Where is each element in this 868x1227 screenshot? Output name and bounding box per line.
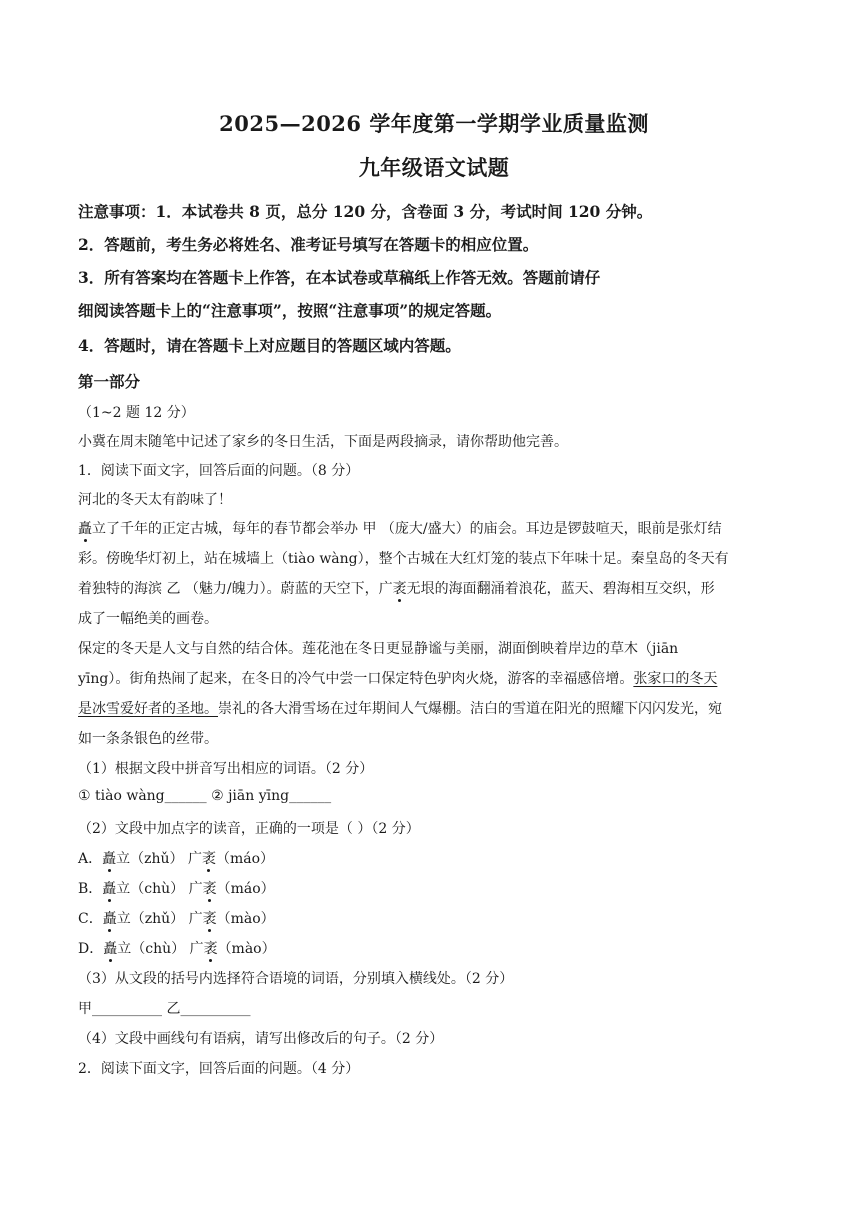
section-title: 第一部分 bbox=[78, 372, 141, 391]
dotted-char: 袤 bbox=[392, 581, 407, 597]
underlined-sentence: 张家口的冬天 bbox=[633, 671, 718, 687]
passage-1-line-4: 成了一幅绝美的画卷。 bbox=[78, 611, 218, 627]
passage-1-line-1: 矗立了千年的正定古城，每年的春节都会举办 甲 （庞大/盛大）的庙会。耳边是锣鼓喧天，眼前是张灯结 bbox=[78, 521, 722, 537]
notice-line-1: 注意事项：1．本试卷共 8 页，总分 120 分，含卷面 3 分，考试时间 120 分钟。 bbox=[78, 202, 653, 221]
sub-question-4: （4）文段中画线句有语病，请写出修改后的句子。（2 分） bbox=[78, 1031, 444, 1047]
passage-1-line-2: 彩。傍晚华灯初上，站在城墙上（tiào wàng），整个古城在大红灯笼的装点下年味十足。秦皇岛的冬天有 bbox=[78, 551, 729, 567]
notice-line-4: 细阅读答题卡上的“注意事项”，按照“注意事项”的规定答题。 bbox=[78, 301, 502, 320]
option-b: B．矗立（chù） 广袤（máo） bbox=[78, 881, 275, 897]
sub-question-3-blanks: 甲__________ 乙__________ bbox=[78, 1001, 251, 1017]
passage-2-line-2: yīng）。街角热闹了起来，在冬日的冷气中尝一口保定特色驴肉火烧，游客的幸福感倍增。张家口的冬天 bbox=[78, 671, 718, 687]
dotted-char: 矗 bbox=[78, 521, 92, 537]
exam-title: 2025—2026 学年度第一学期学业质量监测 bbox=[219, 111, 649, 136]
passage-2-line-4: 如一条条银色的丝带。 bbox=[78, 731, 218, 747]
notice-line-5: 4．答题时，请在答题卡上对应题目的答题区域内答题。 bbox=[78, 336, 461, 355]
notice-line-3: 3．所有答案均在答题卡上作答，在本试卷或草稿纸上作答无效。答题前请仔 bbox=[78, 268, 601, 287]
exam-subtitle: 九年级语文试题 bbox=[358, 155, 510, 180]
underlined-sentence: 是冰雪爱好者的圣地。 bbox=[78, 701, 218, 717]
intro-text: 小冀在周末随笔中记述了家乡的冬日生活，下面是两段摘录，请你帮助他完善。 bbox=[78, 434, 568, 450]
sub-question-1: （1）根据文段中拼音写出相应的词语。（2 分） bbox=[78, 761, 374, 777]
option-a: A．矗立（zhǔ） 广袤（máo） bbox=[78, 851, 275, 867]
question-2-stem: 2．阅读下面文字，回答后面的问题。（4 分） bbox=[78, 1061, 360, 1077]
question-1-stem: 1．阅读下面文字，回答后面的问题。（8 分） bbox=[78, 463, 360, 479]
sub-question-1-blanks: ① tiào wàng______ ② jiān yīng______ bbox=[78, 788, 332, 804]
passage-2-line-3: 是冰雪爱好者的圣地。崇礼的各大滑雪场在过年期间人气爆棚。洁白的雪道在阳光的照耀下闪闪发光，宛 bbox=[78, 701, 722, 717]
sub-question-3: （3）从文段的括号内选择符合语境的词语，分别填入横线处。（2 分） bbox=[78, 971, 514, 987]
range-note: （1~2 题 12 分） bbox=[78, 405, 195, 421]
notice-line-2: 2．答题前，考生务必将姓名、准考证号填写在答题卡的相应位置。 bbox=[78, 235, 539, 254]
passage-1-line-3: 着独特的海滨 乙 （魅力/魄力）。蔚蓝的天空下，广袤无垠的海面翻涌着浪花，蓝天、碧海相互交织，形 bbox=[78, 581, 715, 597]
sub-question-2: （2）文段中加点字的读音，正确的一项是（ ）（2 分） bbox=[78, 821, 420, 837]
passage-2-line-1: 保定的冬天是人文与自然的结合体。莲花池在冬日更显静谧与美丽，湖面倒映着岸边的草木（jiān bbox=[78, 641, 679, 657]
option-d: D．矗立（chù） 广袤（mào） bbox=[78, 941, 276, 957]
option-c: C．矗立（zhǔ） 广袤（mào） bbox=[78, 911, 275, 927]
passage-title: 河北的冬天太有韵味了！ bbox=[78, 492, 232, 508]
